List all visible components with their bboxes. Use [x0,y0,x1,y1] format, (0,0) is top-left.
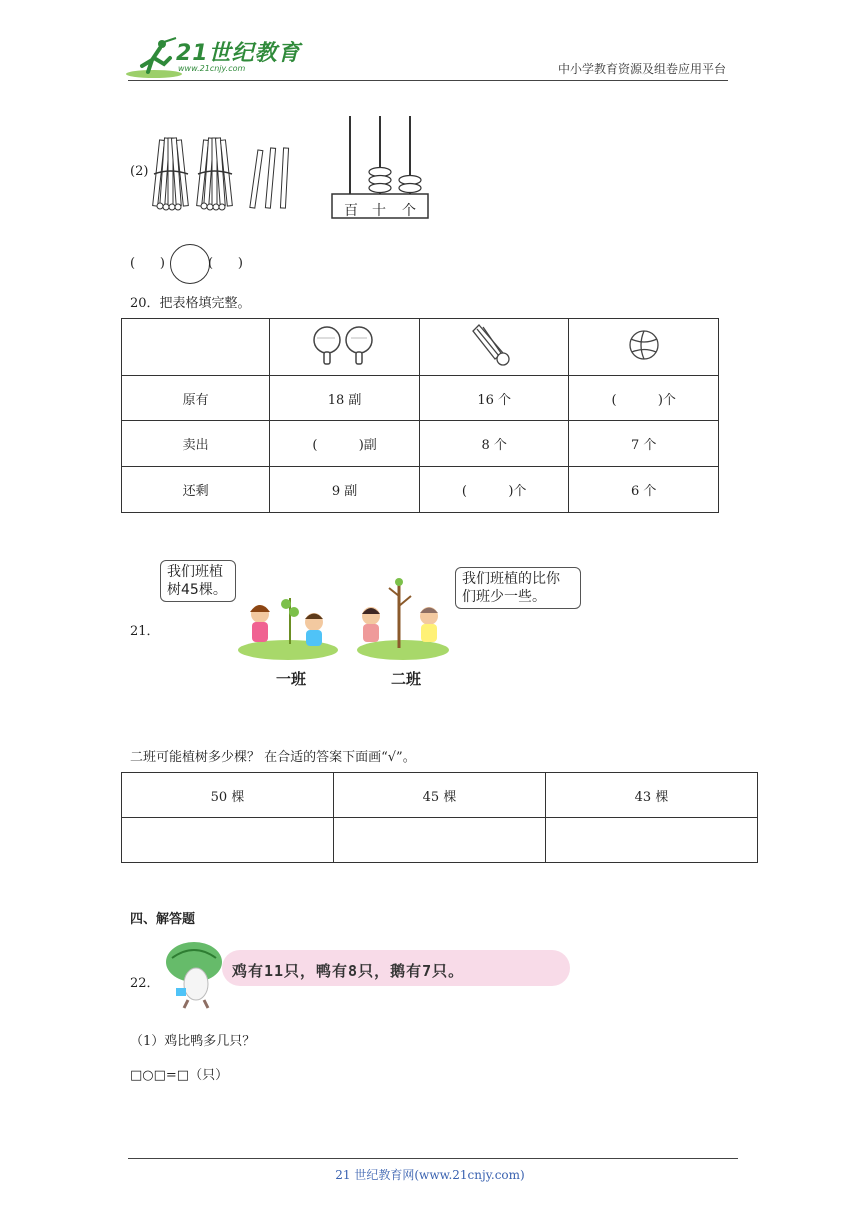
q21-option: 43 棵 [546,773,758,818]
q22-number: 22． [130,976,160,991]
bubble-class1-line2: 树45棵。 [167,582,227,598]
q20-row-label: 还剩 [122,467,270,513]
q20-blank-cell[interactable]: ( )个 [569,376,719,421]
stick-bundles-icon [150,134,300,214]
q19-part2-label: (2) [130,164,149,179]
q20-table [121,318,719,513]
q20-row-label: 卖出 [122,421,270,467]
q20-header-paddles [270,319,420,376]
header-platform-text: 中小学教育资源及组卷应用平台 [557,62,726,76]
class1-planting-illustration [236,588,340,662]
section4-title: 四、解答题 [130,912,196,927]
footer-text: 21 世纪教育网(www.21cnjy.com) [335,1168,525,1182]
class2-label: 二班 [391,670,422,688]
q20-cell: 8 个 [419,421,569,467]
cabbage-character-icon [158,938,230,1010]
compare-blank-left[interactable]: ( ) [130,256,165,271]
abacus-label-ones: 个 [402,203,416,219]
compare-circle[interactable] [170,244,210,284]
q22-sub1: （1）鸡比鸭多几只？ [130,1034,256,1049]
q21-check-cell-43[interactable] [546,818,758,863]
bubble-class2-line1: 我们班植的比你 [462,571,560,587]
speech-bubble-class2 [455,567,581,609]
bubble-class2-line2: 们班少一些。 [462,589,546,605]
q21-check-cell-45[interactable] [334,818,546,863]
q20-row-label: 原有 [122,376,270,421]
footer-divider [128,1158,738,1159]
class1-label: 一班 [276,670,307,688]
q20-cell: 6 个 [569,467,719,513]
logo-url: www.21cnjy.com [178,64,246,73]
speech-bubble-class1 [160,560,236,602]
q21-question: 二班可能植树多少棵？ 在合适的答案下面画“√”。 [130,750,416,765]
q20-blank-cell[interactable]: ( )副 [270,421,420,467]
header-divider [128,80,728,81]
q20-blank-cell[interactable]: ( )个 [419,467,569,513]
q20-cell: 18 副 [270,376,420,421]
q21-option: 50 棵 [122,773,334,818]
q20-cell: 7 个 [569,421,719,467]
compare-blank-right[interactable]: ( ) [208,256,243,271]
q21-answer-table [121,772,758,863]
abacus-label-tens: 十 [372,203,386,219]
q22-formula[interactable]: □○□=□（只） [130,1068,229,1083]
class2-planting-illustration [355,576,453,662]
q20-header-shuttlecock [419,319,569,376]
q21-check-cell-50[interactable] [122,818,334,863]
bubble-class1-line1: 我们班植 [167,564,223,580]
q20-cell: 16 个 [419,376,569,421]
logo-text: 21世纪教育 [176,41,301,66]
q22-banner-text: 鸡有11只，鸭有8只，鹅有7只。 [232,962,465,980]
q20-cell: 9 副 [270,467,420,513]
ping-pong-paddles-icon [305,324,385,366]
q20-title: 20．把表格填完整。 [130,296,251,311]
q20-header-empty [122,319,270,376]
volleyball-icon [624,325,664,365]
abacus-label-hundreds: 百 [344,203,358,219]
q20-header-volleyball [569,319,719,376]
q21-number: 21． [130,624,160,639]
q21-option: 45 棵 [334,773,546,818]
shuttlecock-icon [469,323,519,367]
